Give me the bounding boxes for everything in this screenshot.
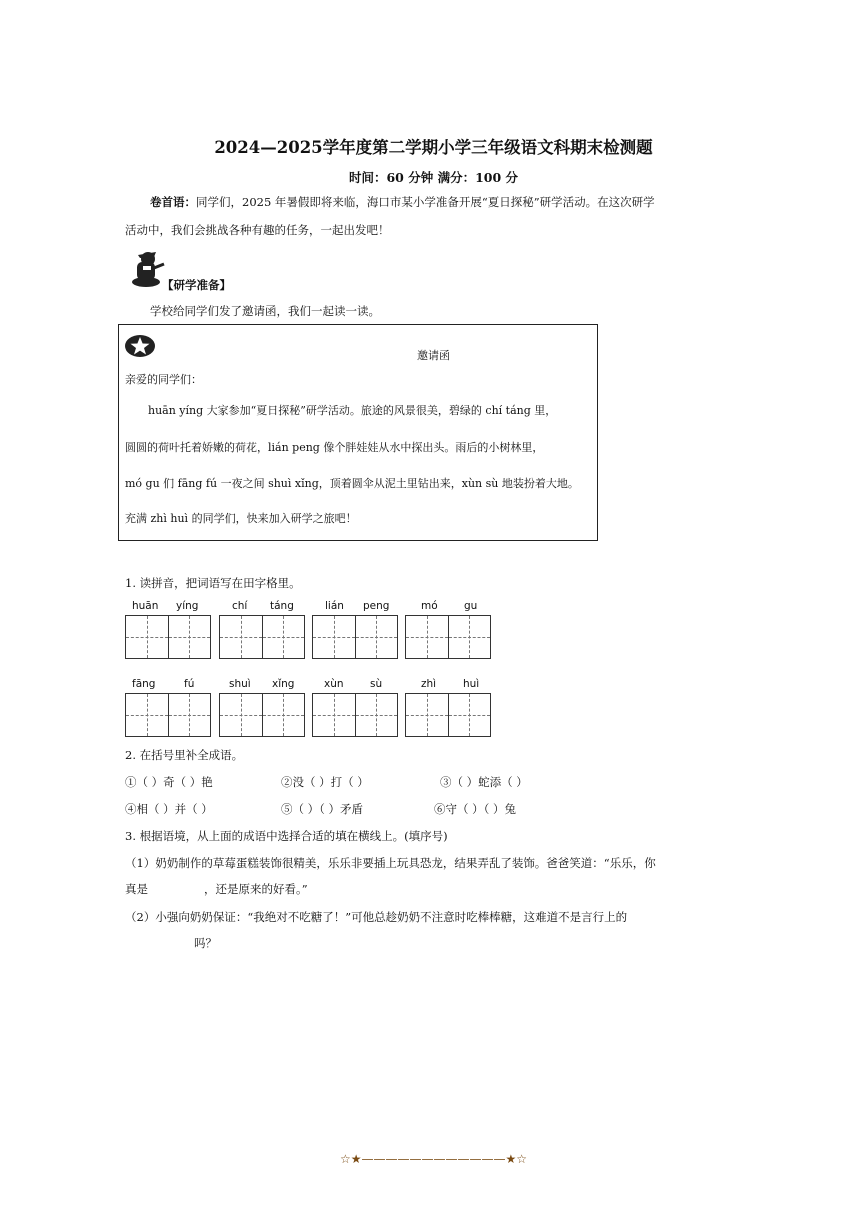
mascot-icon bbox=[126, 248, 166, 288]
invitation-line: 圆圆的荷叶托着娇嫩的荷花，lián peng 像个胖娃娃从水中探出头。雨后的小树林里， bbox=[125, 441, 544, 454]
pinyin-label: peng bbox=[363, 600, 390, 612]
question-2: 2. 在括号里补全成语。 bbox=[125, 748, 244, 762]
writing-grid[interactable] bbox=[312, 693, 398, 737]
invitation-title: 邀请函 bbox=[417, 349, 450, 362]
question-3: 3. 根据语境，从上面的成语中选择合适的填在横线上。(填序号) bbox=[125, 829, 448, 843]
pinyin-label: lián bbox=[325, 600, 344, 612]
invitation-line: huān yíng 大家参加“夏日探秘”研学活动。旅途的风景很美，碧绿的 chí táng 里， bbox=[148, 404, 557, 417]
section-lead: 学校给同学们发了邀请函，我们一起读一读。 bbox=[150, 304, 380, 318]
intro-text-1: 同学们，2025 年暑假即将来临，海口市某小学准备开展“夏日探秘”研学活动。在这次研学 bbox=[196, 195, 655, 209]
question-3-item-1: （1）奶奶制作的草莓蛋糕装饰很精美，乐乐非要插上玩具恐龙，结果弄乱了装饰。爸爸笑道：“乐乐，你 bbox=[125, 856, 656, 870]
idiom-item: ②没（ ）打（ ） bbox=[281, 775, 369, 789]
pinyin-label: fú bbox=[184, 678, 195, 690]
question-1: 1. 读拼音，把词语写在田字格里。 bbox=[125, 576, 301, 590]
pinyin-label: chí bbox=[232, 600, 248, 612]
pinyin-label: shuì bbox=[229, 678, 251, 690]
pinyin-label: gu bbox=[464, 600, 478, 612]
pinyin-label: zhì bbox=[421, 678, 437, 690]
pinyin-label: sù bbox=[370, 678, 383, 690]
idiom-item: ①（ ）奇（ ）艳 bbox=[125, 775, 213, 789]
question-3-item-2: （2）小强向奶奶保证：“我绝对不吃糖了！”可他总趁奶奶不注意时吃棒棒糖，这难道不是言行上的 bbox=[125, 910, 628, 924]
pinyin-label: xùn bbox=[324, 678, 344, 690]
section-heading-prep: 【研学准备】 bbox=[162, 278, 231, 292]
item-1-text-b: ，还是原来的好看。” bbox=[204, 882, 308, 896]
pinyin-label: mó bbox=[421, 600, 438, 612]
invitation-line: 充满 zhì huì 的同学们，快来加入研学之旅吧！ bbox=[125, 512, 357, 525]
writing-grid[interactable] bbox=[219, 615, 305, 659]
pinyin-grid-row-2 bbox=[0, 678, 867, 738]
intro-label: 卷首语： bbox=[150, 195, 196, 209]
invitation-greeting: 亲爱的同学们： bbox=[125, 373, 202, 386]
page-title: 2024—2025学年度第二学期小学三年级语文科期末检测题 bbox=[214, 138, 653, 157]
question-3-item-1-cont bbox=[125, 882, 308, 896]
page-footer-stars: ☆★————————————★☆ bbox=[339, 1152, 528, 1166]
pinyin-label: yíng bbox=[176, 600, 199, 612]
writing-grid[interactable] bbox=[219, 693, 305, 737]
pinyin-label: xǐng bbox=[272, 678, 295, 690]
writing-grid[interactable] bbox=[405, 615, 491, 659]
idiom-item: ⑤（ ）（ ）矛盾 bbox=[281, 802, 364, 816]
intro-line-1 bbox=[150, 195, 655, 209]
pinyin-label: táng bbox=[270, 600, 294, 612]
writing-grid[interactable] bbox=[312, 615, 398, 659]
idiom-item: ④相（ ）并（ ） bbox=[125, 802, 213, 816]
pinyin-grid-row-1 bbox=[0, 600, 867, 660]
pinyin-label: fāng bbox=[132, 678, 156, 690]
pinyin-label: huì bbox=[463, 678, 480, 690]
writing-grid[interactable] bbox=[125, 615, 211, 659]
idiom-item: ③（ ）蛇添（ ） bbox=[440, 775, 528, 789]
question-3-item-2-cont: 吗？ bbox=[194, 936, 217, 950]
writing-grid[interactable] bbox=[125, 693, 211, 737]
writing-grid[interactable] bbox=[405, 693, 491, 737]
item-1-text-a: 真是 bbox=[125, 882, 148, 896]
invitation-line: mó gu 们 fāng fú 一夜之间 shuì xǐng，顶着圆伞从泥土里钻出来，xùn sù 地装扮着大地。 bbox=[125, 477, 579, 490]
intro-line-2: 活动中，我们会挑战各种有趣的任务，一起出发吧！ bbox=[125, 223, 390, 237]
idiom-item: ⑥守（ ）（ ）兔 bbox=[434, 802, 517, 816]
pinyin-label: huān bbox=[132, 600, 159, 612]
time-score-info: 时间：60 分钟 满分：100 分 bbox=[348, 170, 519, 185]
